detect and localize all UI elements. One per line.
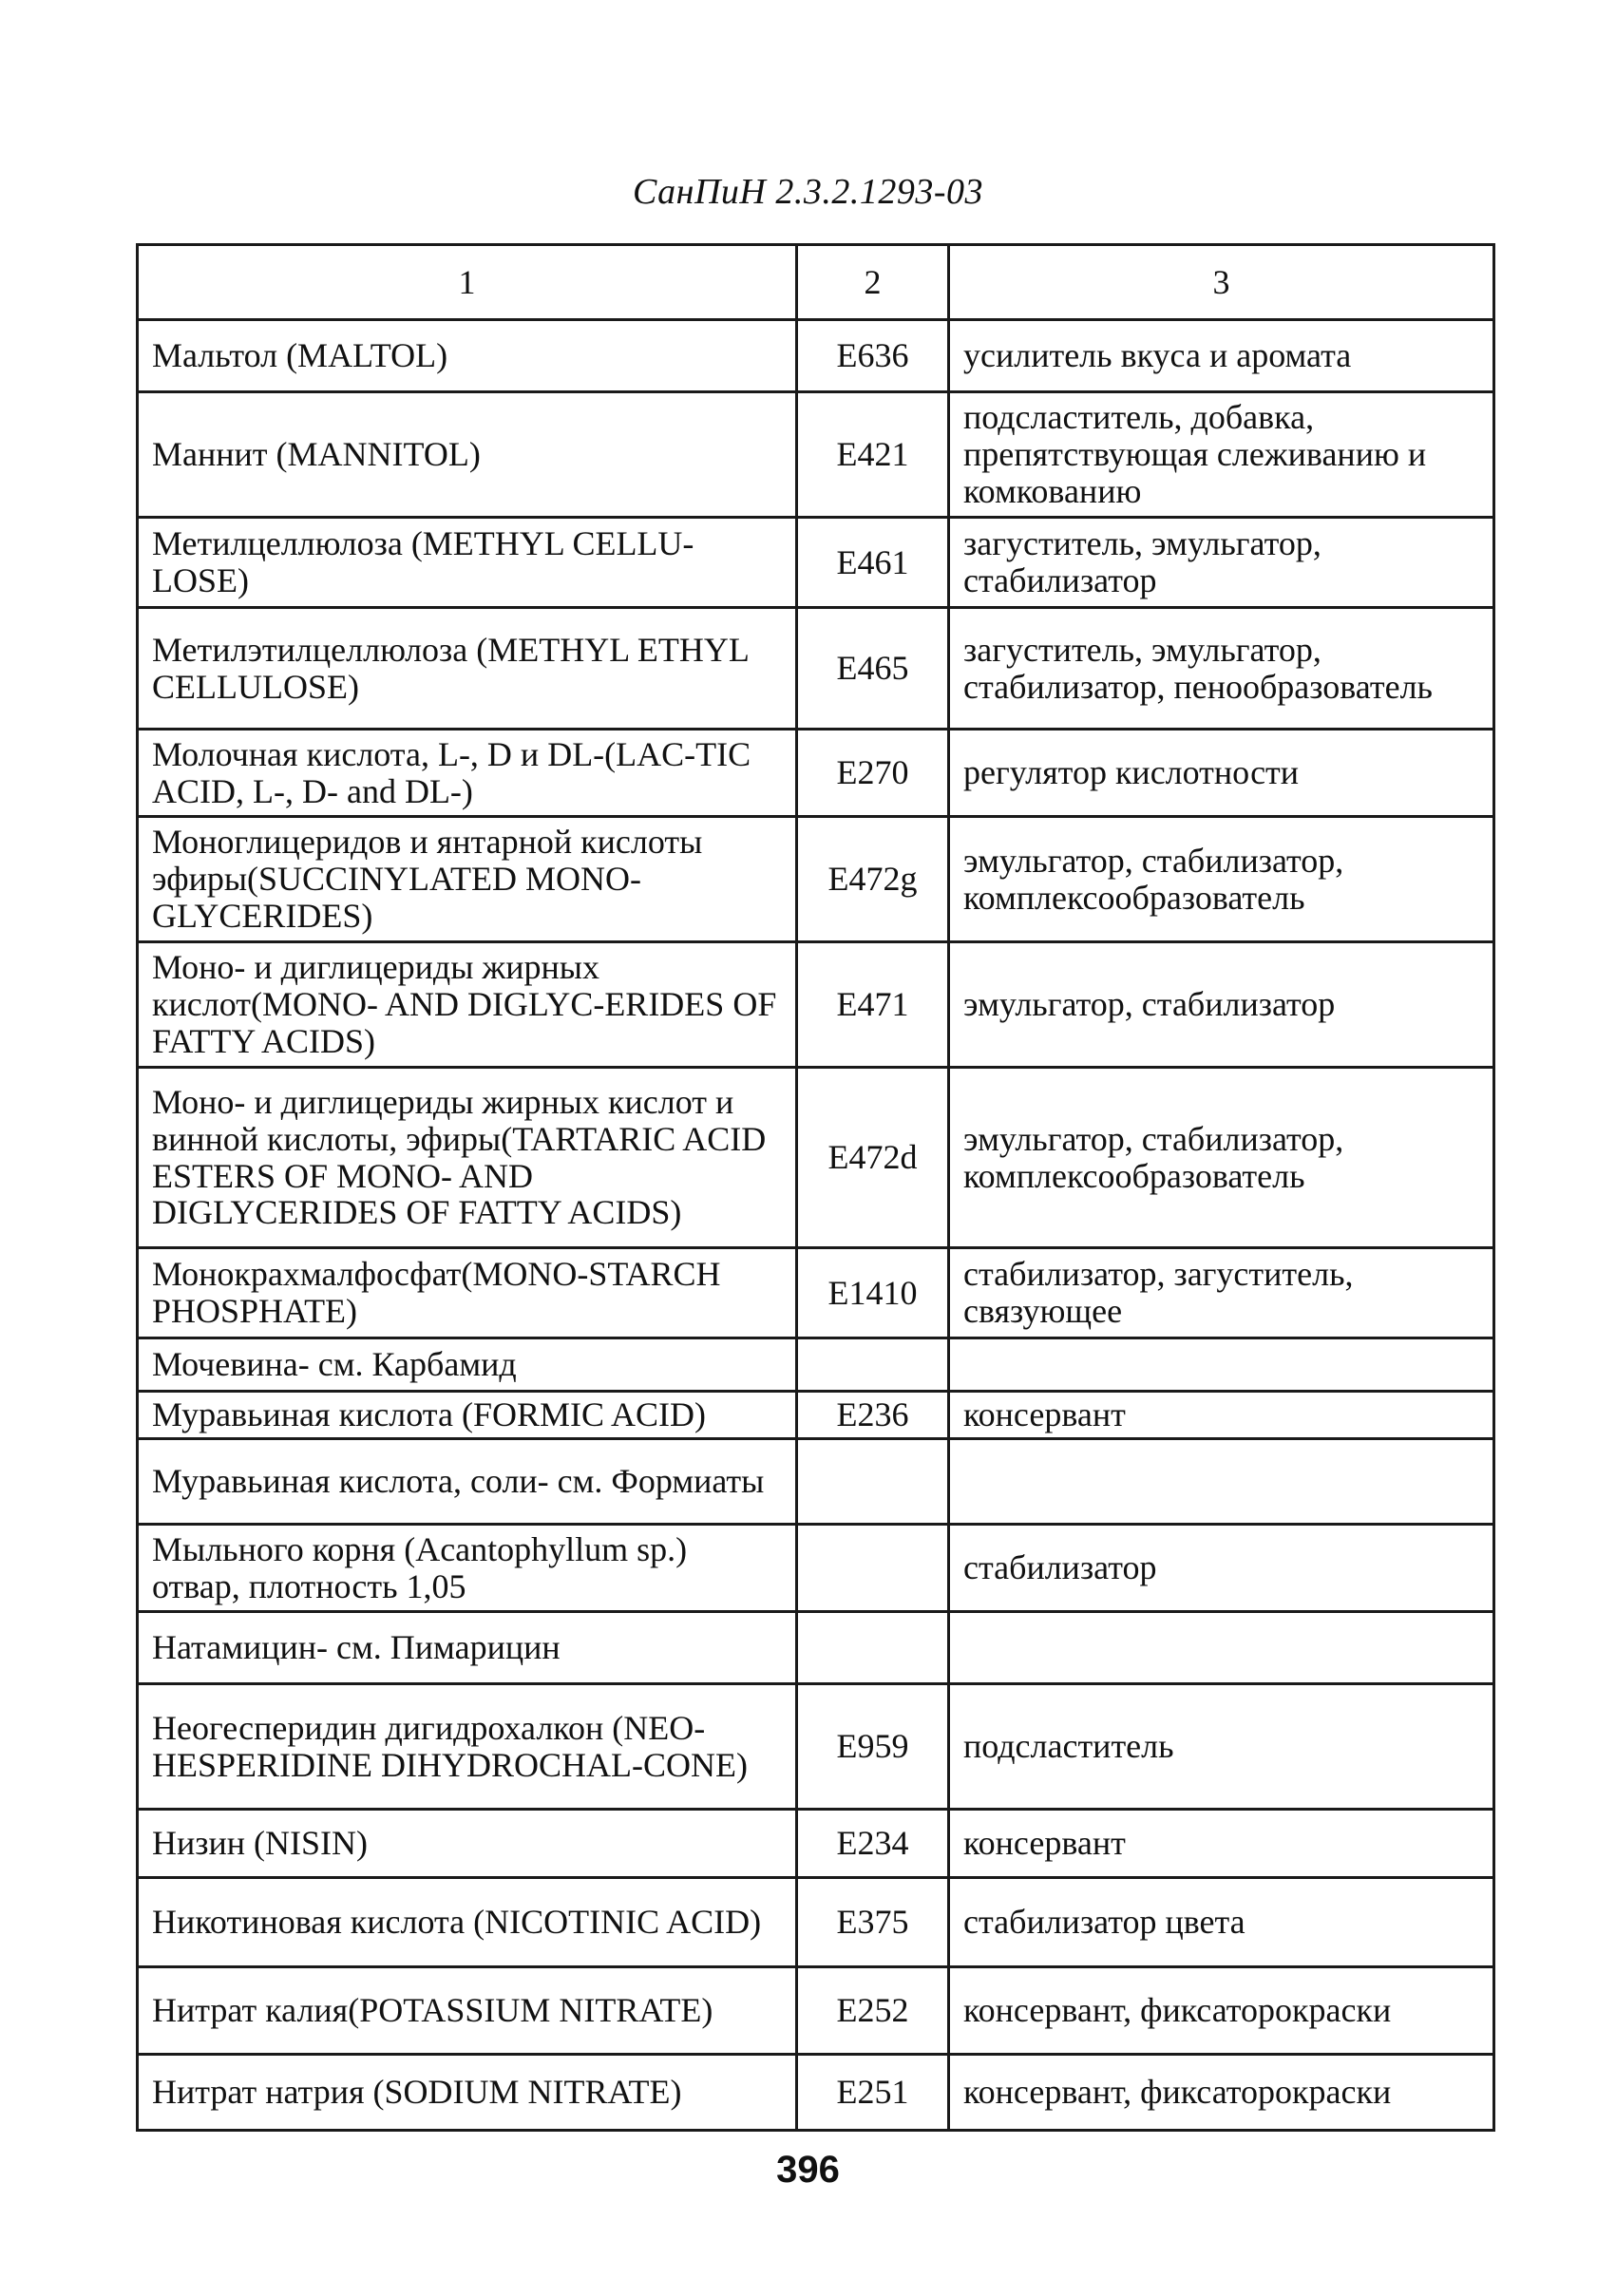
table-header-row: [138, 245, 1494, 320]
function: подсластитель: [949, 1684, 1494, 1810]
table-row: [138, 1684, 1494, 1810]
table-row: [138, 1439, 1494, 1525]
e-code: E959: [797, 1684, 949, 1810]
page-number: 396: [776, 2149, 840, 2191]
column-header-2: 2: [797, 245, 949, 320]
function: стабилизатор цвета: [949, 1878, 1494, 1967]
table-row: [138, 730, 1494, 817]
table-row: [138, 1878, 1494, 1967]
table-row: [138, 1392, 1494, 1439]
e-code: E251: [797, 2055, 949, 2131]
table-row: [138, 1525, 1494, 1612]
e-code: E472g: [797, 817, 949, 942]
table-row: [138, 608, 1494, 730]
additive-name: Моноглицеридов и янтарной кислоты эфиры(SUCCINYLATED MONO-GLYCERIDES): [138, 817, 797, 942]
table-row: [138, 1612, 1494, 1684]
table-row: [138, 518, 1494, 608]
function: регулятор кислотности: [949, 730, 1494, 817]
e-code: E375: [797, 1878, 949, 1967]
e-code: E234: [797, 1810, 949, 1878]
additive-name: Муравьиная кислота (FORMIC ACID): [138, 1392, 797, 1439]
additive-name: Никотиновая кислота (NICOTINIC ACID): [138, 1878, 797, 1967]
e-code: E471: [797, 942, 949, 1068]
e-code: E461: [797, 518, 949, 608]
additive-name: Нитрат калия(POTASSIUM NITRATE): [138, 1967, 797, 2055]
e-code: E252: [797, 1967, 949, 2055]
function: загуститель, эмульгатор, стабилизатор: [949, 518, 1494, 608]
additive-name: Мочевина- см. Карбамид: [138, 1338, 797, 1392]
e-code: E465: [797, 608, 949, 730]
additive-name: Мыльного корня (Acantophyllum sp.) отвар, плотность 1,05: [138, 1525, 797, 1612]
additive-name: Монокрахмалфосфат(MONO-STARCH PHOSPHATE): [138, 1248, 797, 1338]
function: стабилизатор: [949, 1525, 1494, 1612]
function: консервант: [949, 1810, 1494, 1878]
function: эмульгатор, стабилизатор: [949, 942, 1494, 1068]
table-row: [138, 1068, 1494, 1248]
e-code: [797, 1338, 949, 1392]
function: эмульгатор, стабилизатор, комплексообразователь: [949, 1068, 1494, 1248]
additive-name: Мальтол (MALTOL): [138, 320, 797, 392]
column-header-1: 1: [138, 245, 797, 320]
additive-name: Моно- и диглицериды жирных кислот(MONO- AND DIGLYC-ERIDES OF FATTY ACIDS): [138, 942, 797, 1068]
function: консервант, фиксаторокраски: [949, 2055, 1494, 2131]
function: усилитель вкуса и аромата: [949, 320, 1494, 392]
additive-name: Моно- и диглицериды жирных кислот и винной кислоты, эфиры(TARTARIC ACID ESTERS OF MONO- AND DIGLYCERIDES OF FATTY ACIDS): [138, 1068, 797, 1248]
e-code: [797, 1439, 949, 1525]
table-row: [138, 1338, 1494, 1392]
additives-table: [136, 243, 1495, 2132]
additive-name: Нитрат натрия (SODIUM NITRATE): [138, 2055, 797, 2131]
table-row: [138, 1810, 1494, 1878]
e-code: E636: [797, 320, 949, 392]
e-code: E472d: [797, 1068, 949, 1248]
additive-name: Метилэтилцеллюлоза (METHYL ETHYL CELLULOSE): [138, 608, 797, 730]
e-code: E421: [797, 392, 949, 518]
page-header: СанПиН 2.3.2.1293-03: [633, 172, 983, 212]
function: [949, 1338, 1494, 1392]
table-row: [138, 2055, 1494, 2131]
additive-name: Неогесперидин дигидрохалкон (NEO-HESPERIDINE DIHYDROCHAL-CONE): [138, 1684, 797, 1810]
table-row: [138, 392, 1494, 518]
function: [949, 1439, 1494, 1525]
e-code: [797, 1612, 949, 1684]
table-row: [138, 817, 1494, 942]
function: стабилизатор, загуститель, связующее: [949, 1248, 1494, 1338]
table-row: [138, 320, 1494, 392]
additive-name: Метилцеллюлоза (METHYL CELLU-LOSE): [138, 518, 797, 608]
additive-name: Маннит (MANNITOL): [138, 392, 797, 518]
e-code: E270: [797, 730, 949, 817]
e-code: E1410: [797, 1248, 949, 1338]
table-row: [138, 942, 1494, 1068]
e-code: [797, 1525, 949, 1612]
function: [949, 1612, 1494, 1684]
function: консервант, фиксаторокраски: [949, 1967, 1494, 2055]
function: консервант: [949, 1392, 1494, 1439]
e-code: E236: [797, 1392, 949, 1439]
function: эмульгатор, стабилизатор, комплексообразователь: [949, 817, 1494, 942]
function: загуститель, эмульгатор, стабилизатор, пенообразователь: [949, 608, 1494, 730]
additive-name: Муравьиная кислота, соли- см. Формиаты: [138, 1439, 797, 1525]
column-header-3: 3: [949, 245, 1494, 320]
function: подсластитель, добавка, препятствующая слеживанию и комкованию: [949, 392, 1494, 518]
additive-name: Низин (NISIN): [138, 1810, 797, 1878]
additive-name: Натамицин- см. Пимарицин: [138, 1612, 797, 1684]
table-row: [138, 1248, 1494, 1338]
additive-name: Молочная кислота, L-, D и DL-(LAC-TIC ACID, L-, D- and DL-): [138, 730, 797, 817]
table-row: [138, 1967, 1494, 2055]
